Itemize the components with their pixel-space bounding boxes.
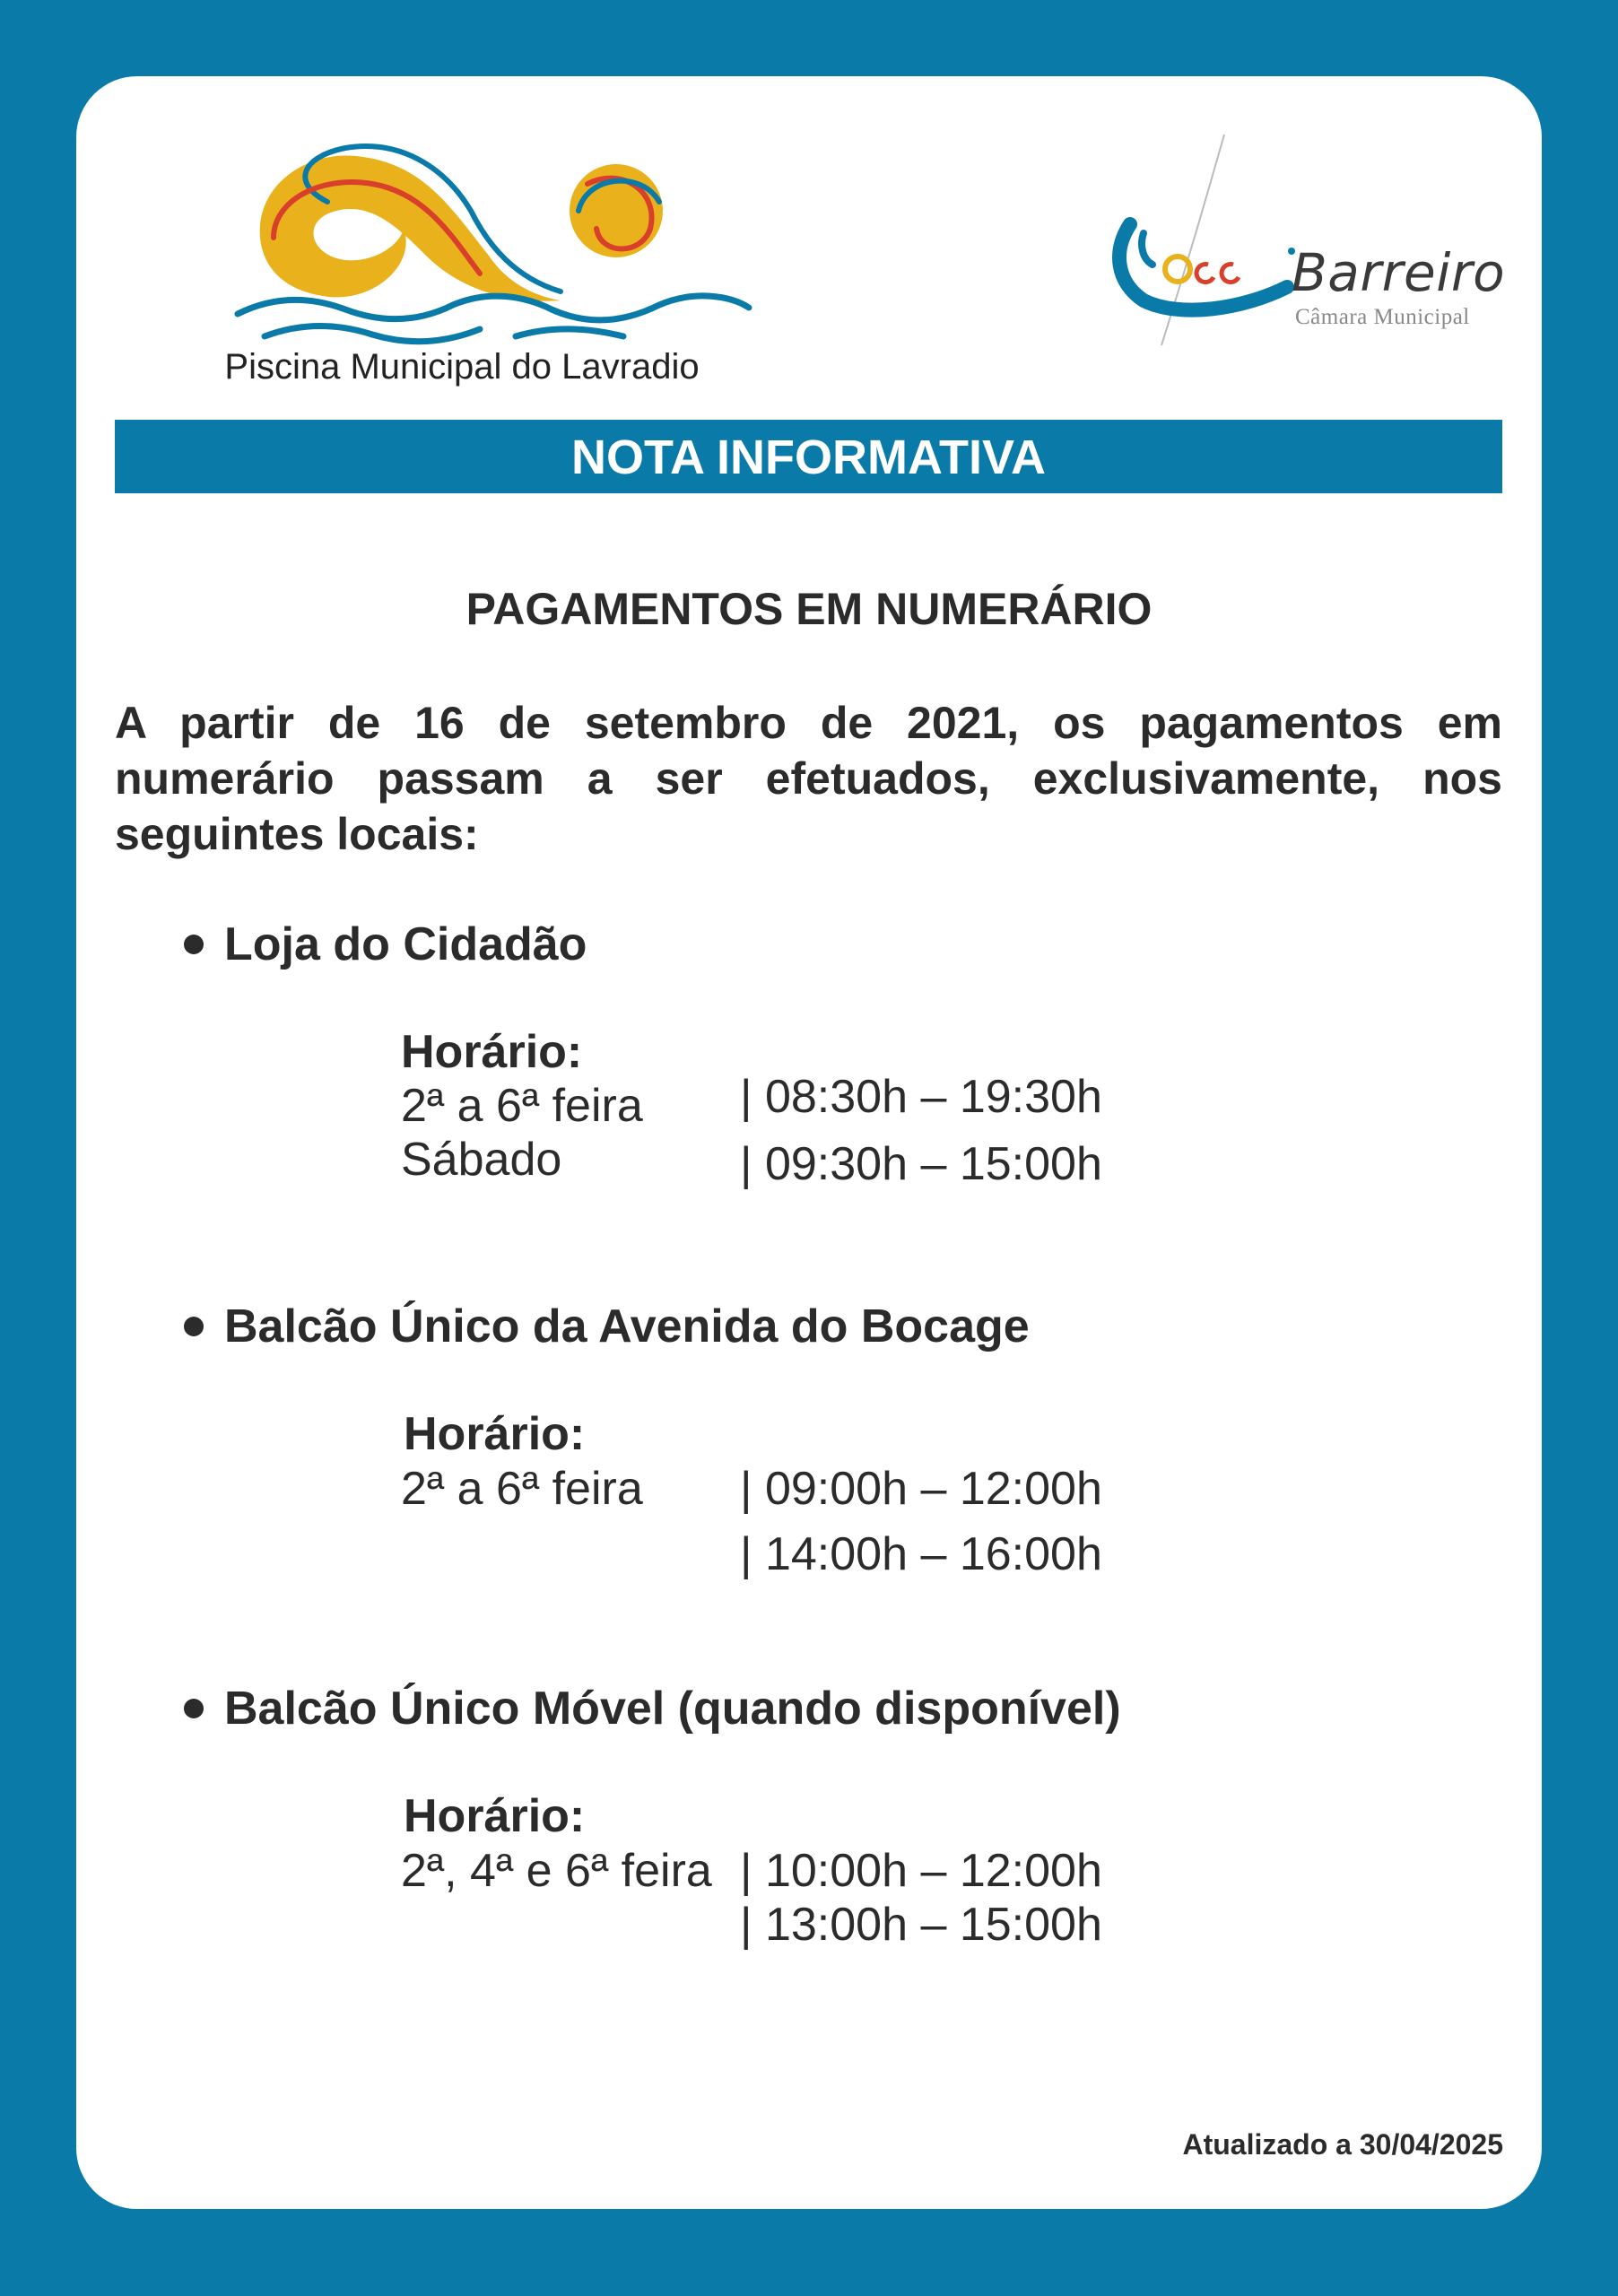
location-name: Balcão Único Móvel (quando disponível) xyxy=(224,1683,1121,1735)
intro-line: numerário passam a ser efetuados, exclusivamente, nos xyxy=(115,753,1502,804)
schedule-hours: | 08:30h – 19:30h xyxy=(740,1071,1102,1123)
schedule-hours: | 10:00h – 12:00h xyxy=(740,1845,1102,1897)
left-logo-caption: Piscina Municipal do Lavradio xyxy=(224,347,700,387)
schedule-hours: | 13:00h – 15:00h xyxy=(740,1899,1102,1951)
bullet-icon xyxy=(184,935,204,954)
intro-line: seguintes locais: xyxy=(115,809,479,859)
schedule-days: 2ª a 6ª feira xyxy=(401,1463,643,1515)
barreiro-logo xyxy=(1108,126,1511,359)
bullet-icon xyxy=(184,1317,204,1336)
banner-title: NOTA INFORMATIVA xyxy=(115,420,1502,493)
notice-card xyxy=(76,76,1542,2209)
right-logo-subtitle: Câmara Municipal xyxy=(1295,305,1470,329)
bullet-icon xyxy=(184,1699,204,1718)
schedule-hours: | 14:00h – 16:00h xyxy=(740,1528,1102,1580)
horario-label: Horário: xyxy=(404,1790,586,1842)
right-logo-name: Barreiro xyxy=(1292,242,1506,303)
schedule-hours: | 09:00h – 12:00h xyxy=(740,1463,1102,1515)
schedule-hours: | 09:30h – 15:00h xyxy=(740,1138,1102,1190)
schedule-days: 2ª, 4ª e 6ª feira xyxy=(401,1845,712,1897)
horario-label: Horário: xyxy=(401,1026,583,1078)
location-name: Balcão Único da Avenida do Bocage xyxy=(224,1300,1030,1352)
horario-label: Horário: xyxy=(404,1408,586,1460)
intro-paragraph xyxy=(115,695,1502,862)
section-subtitle: PAGAMENTOS EM NUMERÁRIO xyxy=(465,584,1153,634)
schedule-days: Sábado xyxy=(401,1134,562,1186)
piscina-logo xyxy=(157,112,785,399)
schedule-days: 2ª a 6ª feira xyxy=(401,1080,643,1132)
barreiro-emblem-icon xyxy=(1108,126,1305,359)
swimmer-wave-icon xyxy=(157,112,785,345)
intro-line: A partir de 16 de setembro de 2021, os pagamentos em xyxy=(115,698,1502,748)
location-name: Loja do Cidadão xyxy=(224,918,587,970)
updated-date: Atualizado a 30/04/2025 xyxy=(1182,2128,1503,2161)
